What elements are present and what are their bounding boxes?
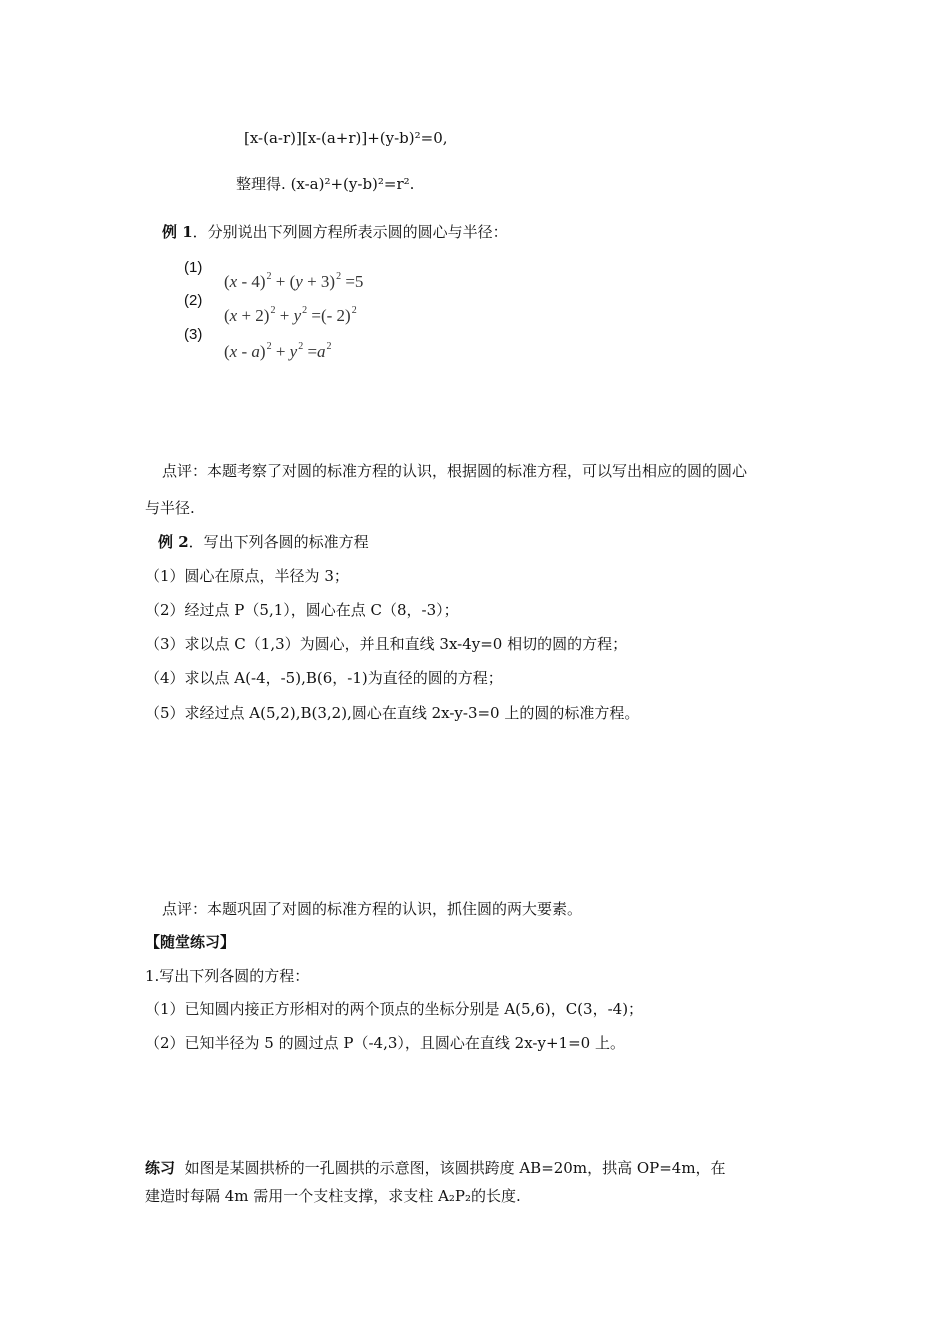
example2-heading <box>158 532 369 552</box>
example2-comment: 点评：本题巩固了对圆的标准方程的认识，抓住圆的两大要素。 <box>162 900 583 918</box>
example1-item-1-num: (1) <box>184 259 203 276</box>
example1-comment-line-2: 与半径. <box>145 499 195 517</box>
practice-item-1: （1）已知圆内接正方形相对的两个顶点的坐标分别是 A(5,6)，C(3，-4)； <box>145 1000 644 1018</box>
derivation-line-1: [x-(a-r)][x-(a+r)]+(y-b)²=0, <box>244 129 448 147</box>
example2-item-2: （2）经过点 P（5,1），圆心在点 C（8，-3）； <box>145 601 459 619</box>
example2-label: 例 2 <box>158 533 189 551</box>
practice-question-1: 1.写出下列各圆的方程： <box>145 967 310 985</box>
example1-item-2-num: (2) <box>184 292 203 309</box>
practice-item-2: （2）已知半径为 5 的圆过点 P（-4,3），且圆心在直线 2x-y+1=0 上。 <box>145 1034 625 1052</box>
example1-item-1-equation: $(x - 4)^2 + (y + 3)^2 =5$ <box>224 271 364 291</box>
example1-label: 例 1 <box>162 223 193 241</box>
exercise-line-2: 建造时每隔 4m 需用一个支柱支撑，求支柱 A₂P₂的长度. <box>145 1187 521 1205</box>
derivation-line-2 <box>236 174 414 194</box>
example1-item-3-equation: $(x - a)^2 + y^2 =a^2$ <box>224 341 332 361</box>
derivation-prefix: 整理得. <box>236 175 286 193</box>
practice-heading: 【随堂练习】 <box>145 933 236 951</box>
example1-heading <box>162 222 508 242</box>
example1-comment-line-1: 点评：本题考察了对圆的标准方程的认识，根据圆的标准方程，可以写出相应的圆的圆心 <box>162 462 748 480</box>
example1-item-2-equation: $(x + 2)^2 + y^2$ =(- 2)$^2$ <box>224 305 357 325</box>
example1-text: ．分别说出下列圆方程所表示圆的圆心与半径： <box>192 223 508 241</box>
example2-item-3: （3）求以点 C（1,3）为圆心，并且和直线 3x-4y=0 相切的圆的方程； <box>145 635 628 653</box>
derivation-equation: (x-a)²+(y-b)²=r². <box>290 175 415 193</box>
exercise-label: 练习 <box>145 1159 176 1177</box>
example1-item-3-num: (3) <box>184 326 203 343</box>
exercise-text-1: 如图是某圆拱桥的一孔圆拱的示意图，该圆拱跨度 AB=20m，拱高 OP=4m，在 <box>184 1159 726 1177</box>
example2-item-1: （1）圆心在原点，半径为 3； <box>145 567 349 585</box>
example2-item-5: （5）求经过点 A(5,2),B(3,2),圆心在直线 2x-y-3=0 上的圆的标准方程。 <box>145 704 640 722</box>
example2-item-4: （4）求以点 A(-4，-5),B(6，-1)为直径的圆的方程； <box>145 669 503 687</box>
exercise-line-1 <box>145 1158 726 1178</box>
example2-text: ．写出下列各圆的标准方程 <box>188 533 369 551</box>
